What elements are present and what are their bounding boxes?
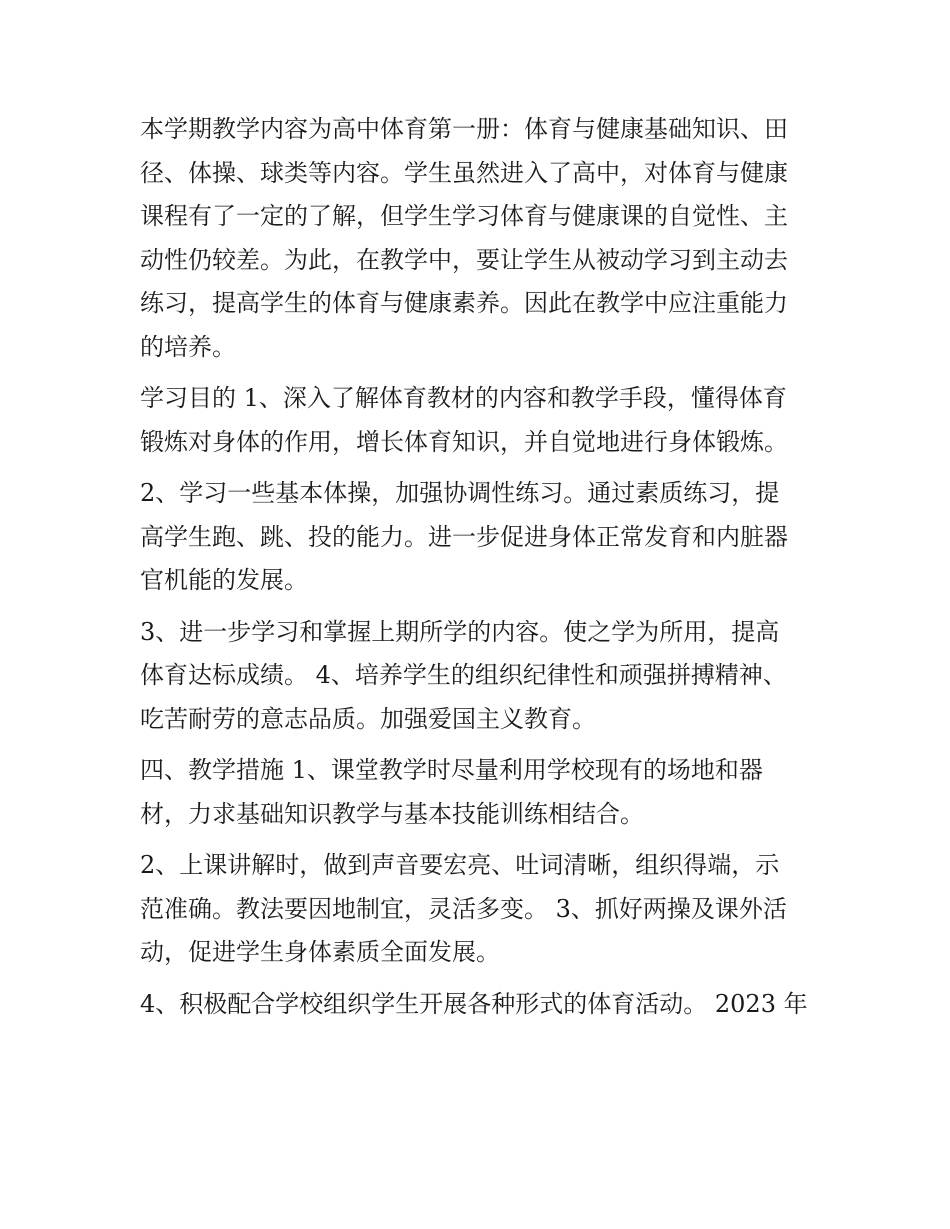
document-body <box>140 108 820 1034</box>
paragraph-measures-2-3 <box>140 844 820 975</box>
paragraph-goal-1 <box>140 377 820 464</box>
text-line: 本学期教学内容为高中体育第一册：体育与健康基础知识、田 <box>140 115 788 143</box>
text-line: 官机能的发展。 <box>140 566 308 594</box>
paragraph-goal-2 <box>140 472 820 603</box>
text-line: 学习目的 1、深入了解体育教材的内容和教学手段，懂得体育 <box>140 384 787 412</box>
text-line: 2、上课讲解时，做到声音要宏亮、吐词清晰，组织得端，示 <box>140 851 780 879</box>
text-line: 课程有了一定的了解，但学生学习体育与健康课的自觉性、主 <box>140 202 788 230</box>
text-line: 练习，提高学生的体育与健康素养。因此在教学中应注重能力 <box>140 289 788 317</box>
paragraph-measures-4 <box>140 983 820 1027</box>
text-line: 3、进一步学习和掌握上期所学的内容。使之学为所用，提高 <box>140 617 780 646</box>
text-line: 径、体操、球类等内容。学生虽然进入了高中，对体育与健康 <box>140 158 788 187</box>
text-line: 动性仍较差。为此，在教学中，要让学生从被动学习到主动去 <box>140 245 788 274</box>
text-line: 的培养。 <box>140 332 236 361</box>
text-line: 吃苦耐劳的意志品质。加强爱国主义教育。 <box>140 704 596 733</box>
paragraph-intro <box>140 108 820 369</box>
text-line: 高学生跑、跳、投的能力。进一步促进身体正常发育和内脏器 <box>140 522 788 551</box>
text-line: 范准确。教法要因地制宜，灵活多变。 3、抓好两操及课外活 <box>140 894 787 923</box>
text-line: 体育达标成绩。 4、培养学生的组织纪律性和顽强拼搏精神、 <box>140 661 787 689</box>
text-line: 材，力求基础知识教学与基本技能训练相结合。 <box>140 799 644 828</box>
text-line: 4、积极配合学校组织学生开展各种形式的体育活动。 2023 年 <box>140 989 808 1018</box>
text-line: 锻炼对身体的作用，增长体育知识，并自觉地进行身体锻炼。 <box>140 427 788 456</box>
text-line: 动，促进学生身体素质全面发展。 <box>140 938 500 966</box>
paragraph-measures-1 <box>140 749 820 836</box>
text-line: 四、教学措施 1、课堂教学时尽量利用学校现有的场地和器 <box>140 756 763 784</box>
paragraph-goal-3-4 <box>140 611 820 742</box>
text-line: 2、学习一些基本体操，加强协调性练习。通过素质练习，提 <box>140 479 780 507</box>
